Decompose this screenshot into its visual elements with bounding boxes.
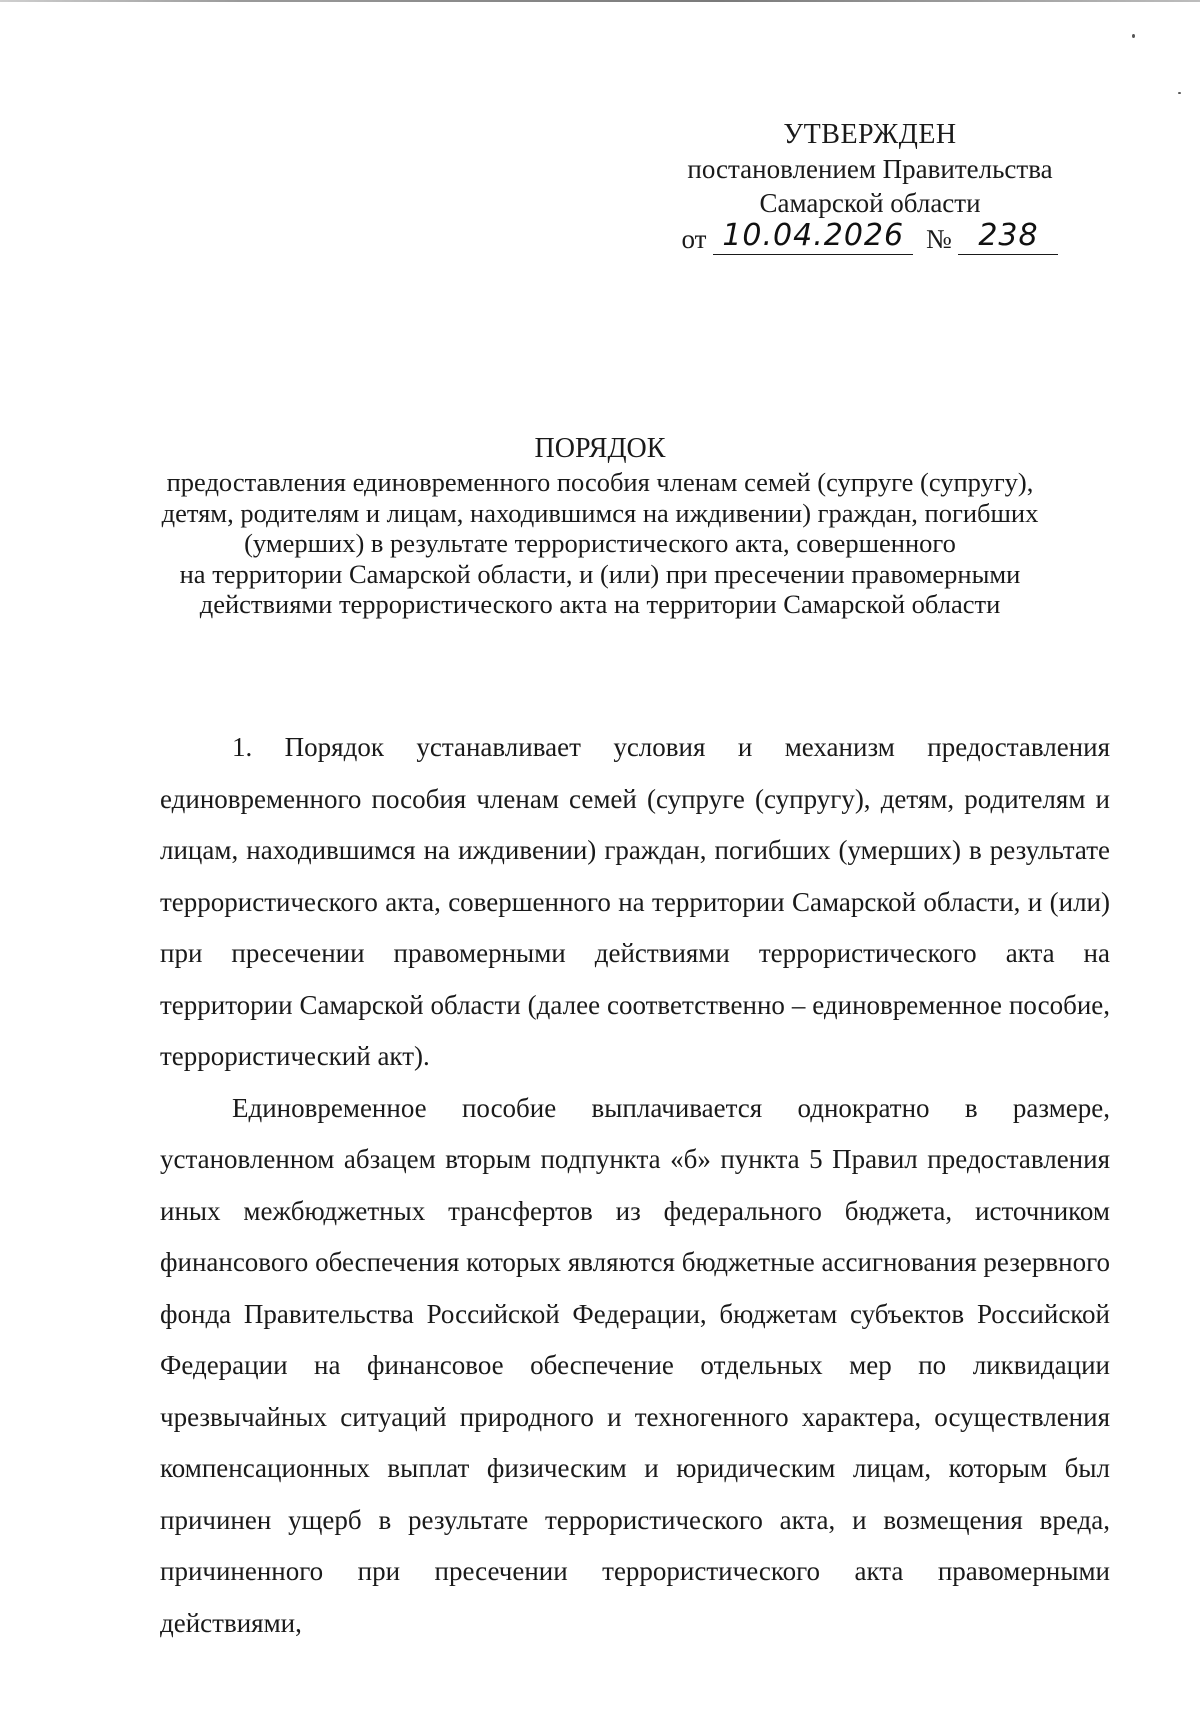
number-field (958, 218, 1058, 255)
approval-line-1: постановлением Правительства (687, 154, 1053, 184)
document-title: ПОРЯДОК (534, 433, 666, 464)
approval-block (640, 118, 1100, 256)
document-body (160, 722, 1110, 1649)
handwritten-date: 10.04.2026 (722, 218, 905, 253)
approval-heading: УТВЕРЖДЕН (783, 119, 957, 150)
approval-line-2: Самарской области (759, 188, 981, 218)
subtitle-line: (умерших) в результате террористического акта, совершенного (244, 528, 956, 558)
date-prefix: от (681, 224, 707, 254)
body-paragraph-2: Единовременное пособие выплачивается однократно в размере, установленном абзацем вторым подпункта «б» пункта 5 Правил предоставления иных межбюджетных трансфертов из федерального бюджета, источником финансового обеспечения которых являются бюджетные ассигнования резервного фонда Правительства Российской Федерации, бюджетам субъектов Российской Федерации на финансовое обеспечение отдельных мер по ликвидации чрезвычайных ситуаций природного и техногенного характера, осуществления компенсационных выплат физическим и юридическим лицам, которым был причинен ущерб в результате террористического акта, и возмещения вреда, причиненного при пресечении террористического акта правомерными действиями, (160, 1092, 1110, 1638)
handwritten-number: 238 (978, 218, 1039, 253)
scan-speck (1132, 34, 1135, 38)
date-field (713, 218, 913, 255)
document-subtitle (160, 467, 1040, 620)
subtitle-line: на территории Самарской области, и (или) при пресечении правомерными (179, 558, 1021, 589)
scan-edge-line (0, 0, 1200, 2)
subtitle-line: действиями террористического акта на территории Самарской области (199, 589, 1001, 619)
approval-date-line (681, 218, 1059, 256)
body-paragraph-1: 1. Порядок устанавливает условия и механизм предоставления единовременного пособия членам семей (супруге (супругу), детям, родителям и лицам, находившимся на иждивении) граждан, погибших (умерших) в результате террористического акта, совершенного на территории Самарской области, и (или) при пресечении правомерными действиями террористического акта на территории Самарской области (далее соответственно – единовременное пособие, террористический акт). (160, 732, 1110, 1071)
scan-speck (1178, 92, 1181, 94)
subtitle-line: детям, родителям и лицам, находившимся на иждивении) граждан, погибших (161, 497, 1039, 528)
number-prefix: № (925, 224, 952, 254)
subtitle-line: предоставления единовременного пособия членам семей (супруге (супругу), (166, 467, 1034, 497)
